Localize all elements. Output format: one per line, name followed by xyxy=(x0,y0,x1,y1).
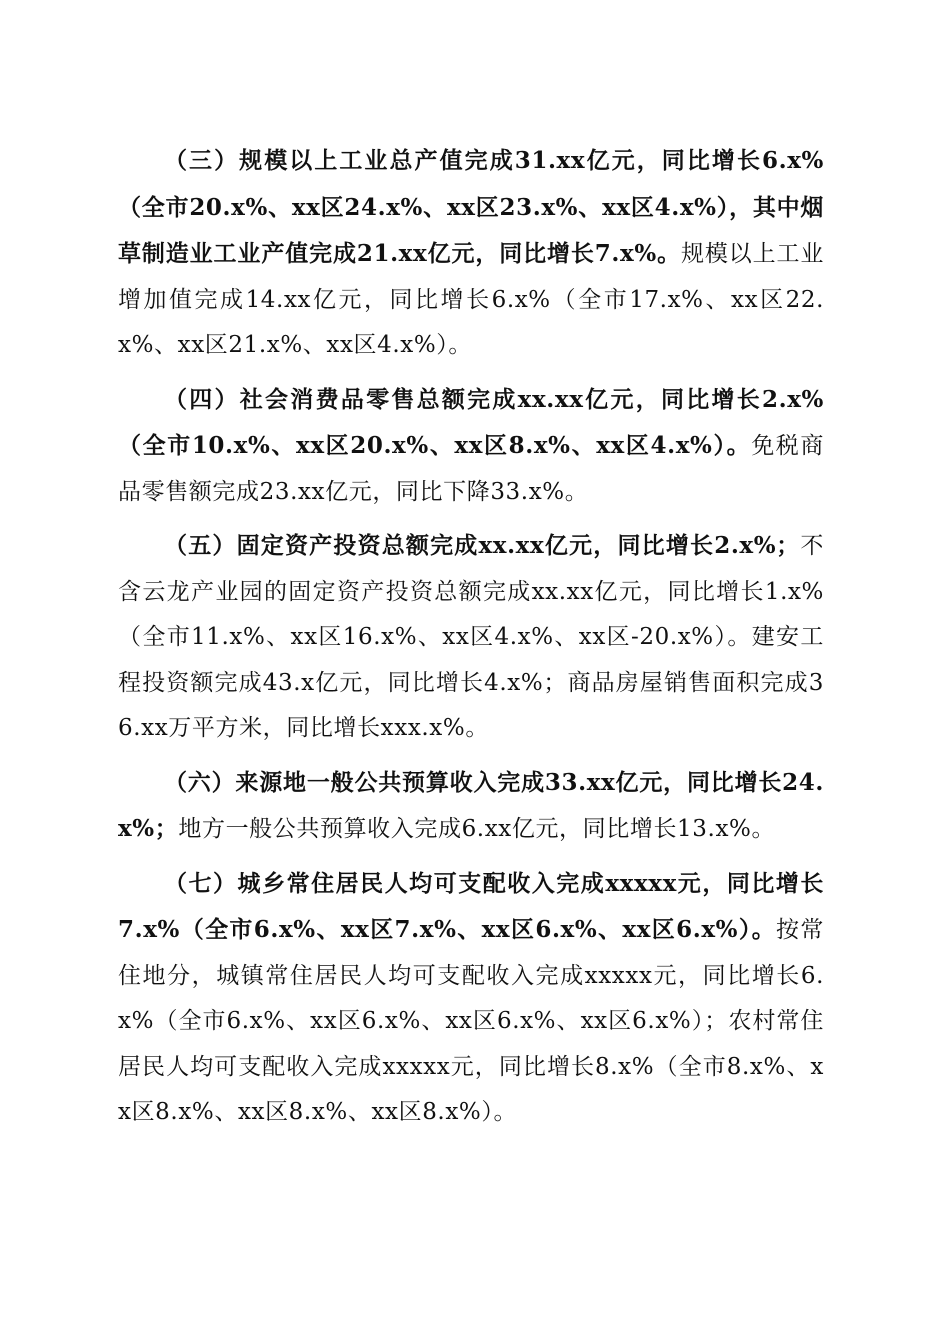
paragraph-retail-sales xyxy=(118,377,824,516)
document-page xyxy=(118,138,824,1144)
paragraph-heading-income: （七）城乡常住居民人均可支配收入完成xxxxx元，同比增长7.x%（全市6.x%、xx区7.x%、xx区6.x%、xx区6.x%）。 xyxy=(118,869,824,943)
paragraph-body-budget: 地方一般公共预算收入完成6.xx亿元，同比增长13.x%。 xyxy=(178,816,776,842)
paragraph-body-investment: 不含云龙产业园的固定资产投资总额完成xx.xx亿元，同比增长1.x%（全市11.x%、xx区16.x%、xx区4.x%、xx区-20.x%）。建安工程投资额完成43.x亿元，同比增长4.x%；商品房屋销售面积完成36.xx万平方米，同比增长xxx.x%。 xyxy=(118,533,825,741)
paragraph-industrial-output xyxy=(118,138,824,369)
paragraph-resident-income xyxy=(118,861,824,1136)
paragraph-body-income: 按常住地分，城镇常住居民人均可支配收入完成xxxxx元，同比增长6.x%（全市6.x%、xx区6.x%、xx区6.x%、xx区6.x%）；农村常住居民人均可支配收入完成xxxxx元，同比增长8.x%（全市8.x%、xx区8.x%、xx区8.x%、xx区8.x%）。 xyxy=(118,917,824,1125)
paragraph-heading-budget: （六）来源地一般公共预算收入完成33.xx亿元，同比增长24.x%； xyxy=(118,768,824,842)
paragraph-body-industrial: 规模以上工业增加值完成14.xx亿元，同比增长6.x%（全市17.x%、xx区22.x%、xx区21.x%、xx区4.x%）。 xyxy=(118,241,825,358)
paragraph-budget-revenue xyxy=(118,760,824,853)
paragraph-heading-investment: （五）固定资产投资总额完成xx.xx亿元，同比增长2.x%； xyxy=(164,532,800,559)
paragraph-heading-industrial: （三）规模以上工业总产值完成31.xx亿元，同比增长6.x%（全市20.x%、xx区24.x%、xx区23.x%、xx区4.x%），其中烟草制造业工业产值完成21.xx亿元，同比增长7.x%。 xyxy=(118,147,824,267)
paragraph-heading-retail: （四）社会消费品零售总额完成xx.xx亿元，同比增长2.x%（全市10.x%、xx区20.x%、xx区8.x%、xx区4.x%）。 xyxy=(118,385,824,459)
paragraph-fixed-investment xyxy=(118,523,824,752)
paragraph-body-retail: 免税商品零售额完成23.xx亿元，同比下降33.x%。 xyxy=(118,433,824,505)
